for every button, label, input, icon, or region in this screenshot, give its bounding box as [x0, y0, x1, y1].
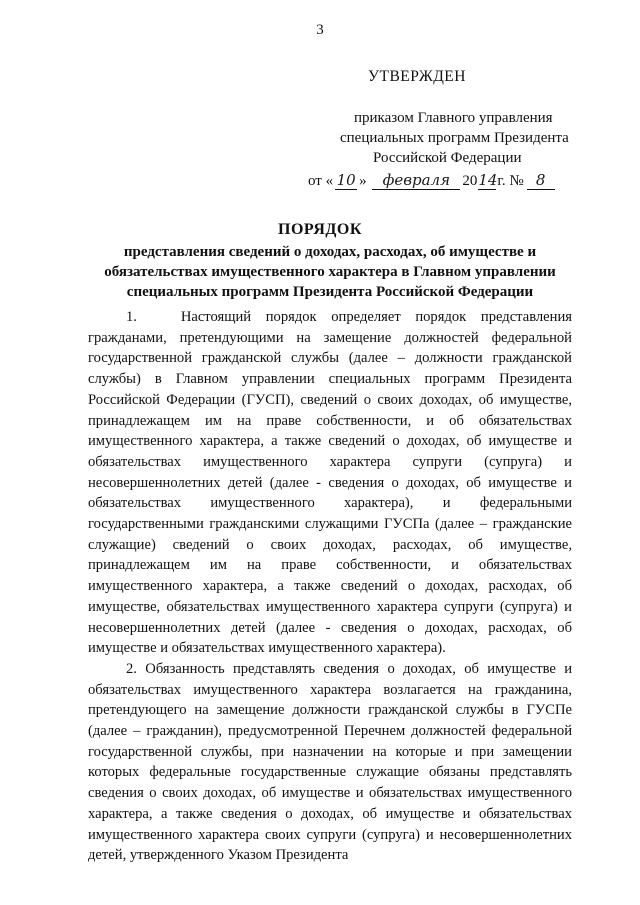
date-mid: »	[359, 173, 367, 189]
document-subtitle: представления сведений о доходах, расходах, об имуществе и обязательствах имущественного характера в Главном управлении специальных программ Президента Российской Федерации	[104, 244, 556, 300]
handwritten-day: 10	[336, 171, 356, 189]
document-title: ПОРЯДОК	[278, 221, 362, 238]
paragraph-1: 1. Настоящий порядок определяет порядок представления гражданами, претендующими на замещение должностей федеральной государственной гражданской службы (далее – должности гражданской службы) в Главном управлении специальных программ Президента Российской Федерации (ГУСП), сведений о своих доходах, об имуществе, принадлежащем им на праве собственности, и об обязательствах имущественного характера, а также сведений о доходах, об имуществе и обязательствах имущественного характера супруги (супруга) и несовершеннолетних детей (далее - сведения о доходах, об имуществе и обязательствах имущественного характера), и федеральными государственными гражданскими служащими ГУСПа (далее – гражданские служащие) сведений о своих доходах, расходах, об имуществе, принадлежащем им на праве собственности, и обязательствах имущественного характера, а также сведений о доходах, расходах, об имуществе, обязательствах имущественного характера супруги (супруга) и несовершеннолетних детей (далее - сведения о доходах, расходах, об имуществе и обязательствах имущественного характера).	[88, 309, 572, 657]
approval-line-2: специальных программ Президента	[340, 130, 569, 146]
year-prefix: 20	[462, 173, 478, 189]
document-body	[88, 307, 572, 866]
paragraph-2: 2. Обязанность представлять сведения о доходах, об имуществе и обязательствах имущественного характера возлагается на гражданина, претендующего на замещение должности гражданской службы в ГУСПе (далее – гражданин), предусмотренной Перечнем должностей федеральной государственной службы, при назначении на которые и при замещении которых федеральные государственные служащие обязаны представлять сведения о своих доходах, об имуществе и обязательствах имущественного характера, а также сведения о доходах, об имуществе и обязательствах имущественного характера своих супруги (супруга) и несовершеннолетних детей, утвержденного Указом Президента	[88, 660, 572, 864]
handwritten-month: февраля	[372, 171, 460, 190]
approval-line-1: приказом Главного управления	[354, 110, 553, 126]
handwritten-year: 14	[478, 171, 498, 189]
date-prefix: от «	[308, 173, 334, 189]
page-number: 3	[316, 22, 324, 38]
approval-date-line	[308, 171, 555, 190]
number-prefix: г. №	[497, 173, 524, 189]
approval-line-3: Российской Федерации	[373, 150, 522, 166]
approved-heading: УТВЕРЖДЕН	[368, 68, 466, 85]
handwritten-number: 8	[527, 171, 555, 190]
